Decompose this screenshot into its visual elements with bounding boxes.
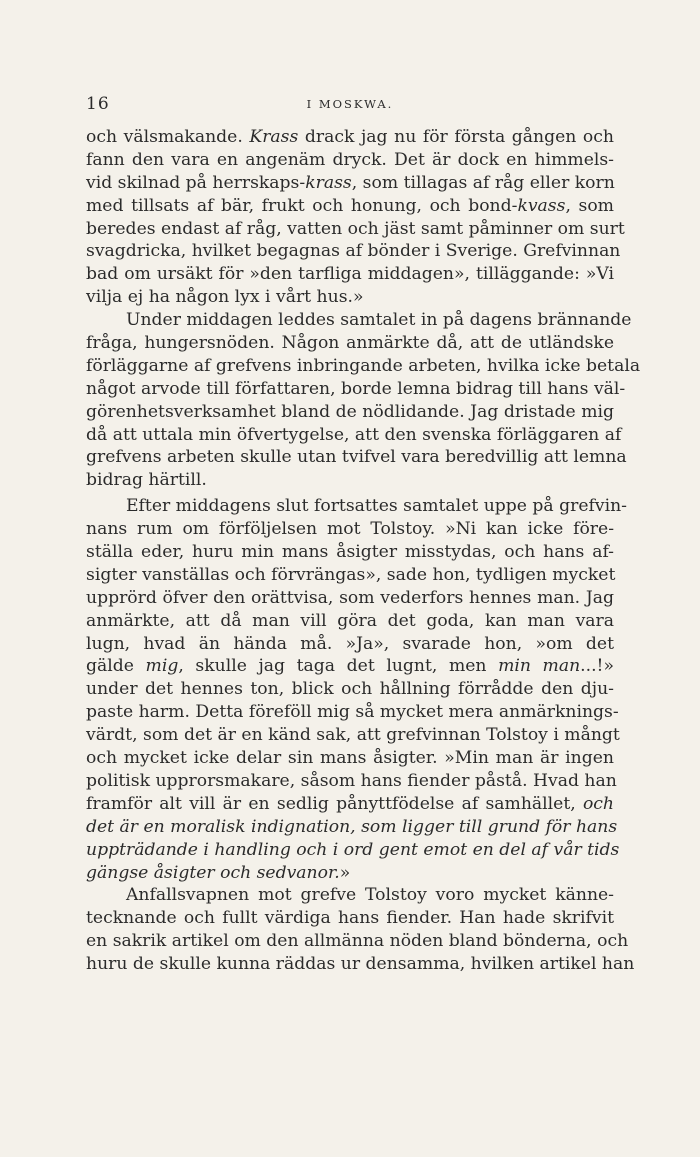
italic-text: kvass — [517, 195, 566, 216]
text-segment: under det hennes ton, blick och hållning förrådde den dju- — [86, 679, 614, 700]
page-number: 16 — [86, 94, 110, 114]
text-line — [86, 633, 614, 656]
text-line — [86, 240, 621, 263]
text-segment: fann den vara en angenäm dryck. Det är dock en himmels- — [86, 149, 614, 170]
text-segment: vid skilnad på herrskaps- — [86, 172, 306, 193]
text-segment: med tillsats af bär, frukt och honung, och bond- — [86, 195, 518, 216]
text-line — [86, 332, 614, 355]
text-segment: en sakrik artikel om den allmänna nöden bland bönderna, och — [86, 931, 629, 952]
text-segment: grefvens arbeten skulle utan tvifvel vara beredvillig att lemna — [86, 447, 627, 468]
text-segment: svagdricka, hvilket begagnas af bönder i Sverige. Grefvinnan — [86, 241, 621, 262]
text-line — [86, 309, 632, 332]
text-segment: då att uttala min öfvertygelse, att den svenska förläggaren af — [86, 424, 622, 445]
text-segment: vilja ej ha någon lyx i vårt hus.» — [86, 287, 364, 308]
text-segment: förläggarne af grefvens inbringande arbeten, hvilka icke betala — [86, 355, 641, 376]
text-line — [86, 446, 627, 469]
text-line — [86, 610, 614, 633]
text-segment: ...!» — [580, 656, 614, 677]
text-line — [86, 149, 614, 172]
text-line — [86, 793, 614, 816]
text-segment: Efter middagens slut fortsattes samtalet uppe på grefvin- — [126, 496, 627, 517]
italic-text: det är en moralisk indignation, som ligger till grund för hans — [86, 816, 618, 837]
text-segment: sigter vanställas och förvrängas», sade hon, tydligen mycket — [86, 564, 616, 585]
text-line — [86, 495, 627, 518]
text-segment: gälde — [86, 656, 146, 677]
text-line — [86, 378, 626, 401]
text-line — [86, 518, 614, 541]
text-segment: tecknande och fullt värdiga hans fiender. Han hade skrifvit — [86, 908, 614, 929]
body-text — [86, 126, 641, 976]
text-line — [86, 724, 620, 747]
text-line — [86, 839, 620, 862]
text-line — [86, 564, 614, 587]
text-segment: bad om ursäkt för »den tarfliga middagen», tilläggande: »Vi — [86, 264, 614, 285]
text-segment: och mycket icke delar sin mans åsigter. »Min man är ingen — [86, 748, 614, 769]
text-segment: , skulle jag taga det lugnt, men — [178, 656, 499, 677]
text-segment: huru de skulle kunna räddas ur densamma, hvilken artikel han — [86, 954, 635, 975]
text-segment: beredes endast af råg, vatten och jäst samt påminner om surt — [86, 218, 625, 239]
text-line — [86, 884, 614, 907]
text-line — [86, 770, 617, 793]
page-header — [86, 94, 614, 114]
text-line — [86, 218, 625, 241]
text-line — [86, 747, 614, 770]
text-segment: Under middagen leddes samtalet in på dagens brännande — [126, 310, 632, 331]
text-line — [86, 953, 635, 976]
text-segment: bidrag härtill. — [86, 470, 207, 491]
text-line — [86, 424, 622, 447]
text-segment: paste harm. Detta föreföll mig så mycket mera anmärknings- — [86, 702, 619, 723]
text-segment: något arvode till författaren, borde lemna bidrag till hans väl- — [86, 378, 626, 399]
text-line — [86, 195, 614, 218]
text-segment: värdt, som det är en känd sak, att grefvinnan Tolstoy i mångt — [86, 725, 620, 746]
text-segment: fråga, hungersnöden. Någon anmärkte då, att de utländske — [86, 333, 614, 354]
text-line — [86, 816, 618, 839]
text-segment: , som tillagas af råg eller korn — [351, 172, 615, 193]
text-line — [86, 655, 614, 678]
text-line — [86, 541, 614, 564]
text-line — [86, 862, 614, 885]
text-line — [86, 263, 614, 286]
text-segment: upprörd öfver den orättvisa, som vederfors hennes man. Jag — [86, 587, 614, 608]
italic-text: uppträdande i handling och i ord gent emot en del af vår tids — [86, 839, 620, 860]
italic-text: Krass — [249, 127, 299, 147]
text-line — [86, 907, 614, 930]
text-line — [86, 126, 614, 149]
text-line — [86, 678, 614, 701]
italic-text: krass — [305, 172, 352, 193]
text-segment: Anfallsvapnen mot grefve Tolstoy voro mycket känne- — [126, 885, 614, 906]
italic-text: gängse åsigter och sedvanor. — [86, 862, 340, 883]
text-segment: ställa eder, huru min mans åsigter misstydas, och hans af- — [86, 542, 614, 563]
text-segment: framför alt vill är en sedlig pånyttfödelse af samhället, — [86, 793, 583, 814]
text-segment: , som — [565, 195, 614, 216]
text-segment: och välsmakande. — [86, 127, 250, 147]
text-line — [86, 286, 614, 309]
text-line — [86, 930, 629, 953]
text-line — [86, 701, 619, 724]
text-line — [86, 172, 614, 195]
text-line — [86, 469, 614, 492]
text-segment: drack jag nu för första gången och — [298, 127, 614, 147]
text-line — [86, 587, 614, 610]
text-line — [86, 401, 614, 424]
text-line — [86, 355, 641, 378]
italic-text: mig — [145, 656, 179, 677]
italic-text: och — [582, 793, 614, 814]
italic-text: min man — [498, 656, 581, 677]
text-segment: anmärkte, att då man vill göra det goda, kan man vara — [86, 610, 614, 631]
text-segment: » — [339, 862, 351, 883]
text-segment: nans rum om förföljelsen mot Tolstoy. »Ni kan icke före- — [86, 519, 614, 540]
text-segment: görenhetsverksamhet bland de nödlidande. Jag dristade mig — [86, 401, 614, 422]
running-title: I MOSKWA. — [306, 97, 394, 111]
text-segment: lugn, hvad än hända må. »Ja», svarade hon, »om det — [86, 633, 614, 654]
text-segment: politisk upprorsmakare, såsom hans fiender påstå. Hvad han — [86, 770, 617, 791]
